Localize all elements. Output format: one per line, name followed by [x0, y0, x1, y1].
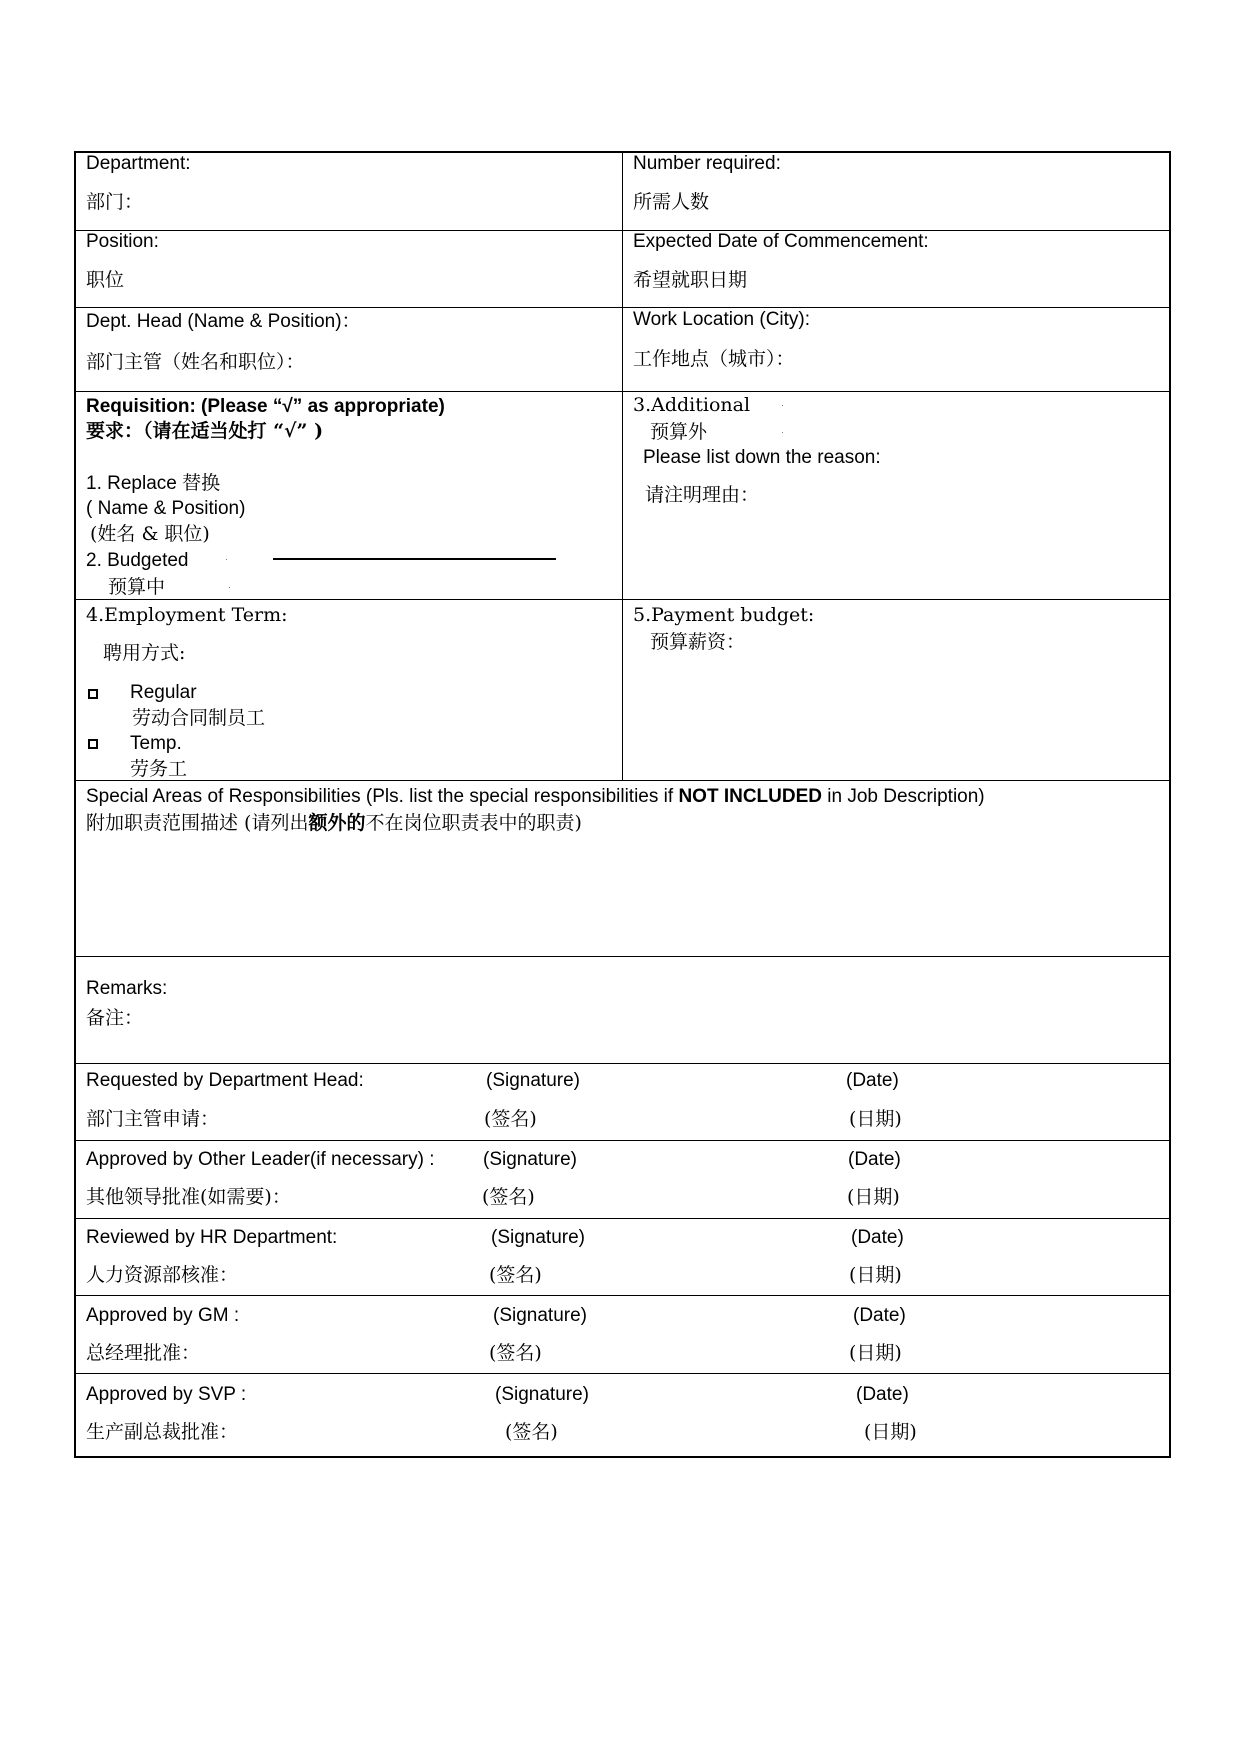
- additional-label: [633, 394, 750, 417]
- reason-label-cn: 请注明理由：: [645, 484, 760, 506]
- replace-option: [86, 472, 220, 495]
- signature-label-cn: (签名): [489, 1264, 542, 1286]
- approval-label: Approved by Other Leader(if necessary) :: [86, 1149, 435, 1170]
- date-label: (Date): [851, 1227, 904, 1248]
- signature-label: (Signature): [491, 1227, 585, 1248]
- payment-budget-label-cn: 预算薪资：: [650, 631, 746, 653]
- date-label-cn: (日期): [849, 1108, 902, 1130]
- name-position-label: ( Name & Position): [86, 498, 246, 519]
- approval-label-cn: 其他领导批准(如需要)：: [86, 1186, 291, 1208]
- row-divider: [76, 1373, 1169, 1374]
- requisition-title-cn: 要求：（请在适当处打 “√” ): [86, 420, 324, 442]
- special-areas-cn-bold: 额外的: [308, 812, 366, 834]
- row-divider: [76, 956, 1169, 957]
- work-location-label-cn: 工作地点（城市）：: [633, 348, 795, 370]
- work-location-label: Work Location (City):: [633, 309, 811, 330]
- department-label-cn: 部门：: [86, 191, 144, 213]
- signature-label-cn: (签名): [489, 1342, 542, 1364]
- approval-label-cn: 生产副总裁批准：: [86, 1421, 239, 1443]
- special-areas-bold: NOT INCLUDED: [678, 786, 822, 807]
- additional-number: 3.Additional: [633, 394, 751, 416]
- temp-checkbox[interactable]: [88, 739, 98, 749]
- commencement-label: Expected Date of Commencement:: [633, 231, 929, 252]
- payment-budget-title: [633, 604, 814, 627]
- date-label-cn: (日期): [847, 1186, 900, 1208]
- faint-mark: [782, 432, 783, 433]
- reason-label: Please list down the reason:: [643, 447, 881, 468]
- row-divider: [76, 1063, 1169, 1064]
- commencement-label-cn: 希望就职日期: [633, 269, 748, 291]
- special-areas-label: [86, 786, 985, 808]
- signature-label-cn: (签名): [505, 1421, 558, 1443]
- budgeted-label: 2. Budgeted: [86, 550, 189, 571]
- dept-head-label-cn: 部门主管（姓名和职位）：: [86, 351, 305, 373]
- approval-label: Reviewed by HR Department:: [86, 1227, 338, 1248]
- budgeted-label-cn: 预算中: [108, 576, 166, 598]
- special-areas-prefix: Special Areas of Responsibilities (Pls. list the special responsibilities if: [86, 786, 679, 807]
- department-label: Department:: [86, 153, 191, 174]
- position-label: Position:: [86, 231, 159, 252]
- remarks-label-cn: 备注：: [86, 1007, 144, 1029]
- faint-mark: [229, 587, 230, 588]
- remarks-label: Remarks:: [86, 978, 168, 999]
- number-required-label-cn: 所需人数: [633, 191, 710, 213]
- signature-label: (Signature): [495, 1384, 589, 1405]
- approval-label-cn: 总经理批准：: [86, 1342, 201, 1364]
- special-areas-cn-prefix: 附加职责范围描述 (请列出: [86, 812, 309, 834]
- signature-label: (Signature): [486, 1070, 580, 1091]
- replace-name-line[interactable]: [273, 558, 556, 560]
- signature-label: (Signature): [483, 1149, 577, 1170]
- name-position-label-cn: (姓名 & 职位): [90, 523, 210, 545]
- replace-label: 1. Replace: [86, 473, 177, 494]
- special-areas-cn-suffix: 不在岗位职责表中的职责): [365, 812, 582, 834]
- payment-budget-label: 5.Payment budget:: [633, 604, 815, 626]
- approval-label-cn: 人力资源部核准：: [86, 1264, 239, 1286]
- row-divider: [76, 780, 1169, 781]
- approval-label: Approved by GM :: [86, 1305, 240, 1326]
- regular-label-cn: 劳动合同制员工: [132, 707, 266, 729]
- additional-label-cn: 预算外: [650, 421, 708, 443]
- employment-term-title-cn: 聘用方式:: [103, 642, 186, 664]
- special-areas-label-cn: [86, 812, 582, 834]
- row-divider: [76, 1140, 1169, 1141]
- number-required-label: Number required:: [633, 153, 781, 174]
- requisition-title: Requisition: (Please “√” as appropriate): [86, 396, 445, 417]
- date-label-cn: (日期): [849, 1264, 902, 1286]
- temp-label-cn: 劳务工: [130, 758, 188, 780]
- employment-term-title: [86, 604, 288, 627]
- row-divider: [76, 1295, 1169, 1296]
- row-divider: [76, 1218, 1169, 1219]
- date-label-cn: (日期): [864, 1421, 917, 1443]
- temp-label: Temp.: [130, 733, 182, 754]
- column-divider: [622, 153, 623, 780]
- position-label-cn: 职位: [86, 269, 125, 291]
- date-label-cn: (日期): [849, 1342, 902, 1364]
- employment-term-label: 4.Employment Term:: [86, 604, 288, 626]
- date-label: (Date): [846, 1070, 899, 1091]
- date-label: (Date): [853, 1305, 906, 1326]
- regular-checkbox[interactable]: [88, 689, 98, 699]
- date-label: (Date): [856, 1384, 909, 1405]
- dept-head-label: Dept. Head (Name & Position)：: [86, 311, 361, 332]
- faint-mark: [782, 405, 783, 406]
- regular-label: Regular: [130, 682, 197, 703]
- approval-label-cn: 部门主管申请：: [86, 1108, 220, 1130]
- special-areas-suffix: in Job Description): [822, 786, 985, 807]
- signature-label-cn: (签名): [484, 1108, 537, 1130]
- date-label: (Date): [848, 1149, 901, 1170]
- replace-label-cn: 替换: [182, 472, 221, 494]
- signature-label-cn: (签名): [482, 1186, 535, 1208]
- signature-label: (Signature): [493, 1305, 587, 1326]
- approval-label: Requested by Department Head:: [86, 1070, 364, 1091]
- approval-label: Approved by SVP :: [86, 1384, 247, 1405]
- faint-mark: [226, 559, 227, 560]
